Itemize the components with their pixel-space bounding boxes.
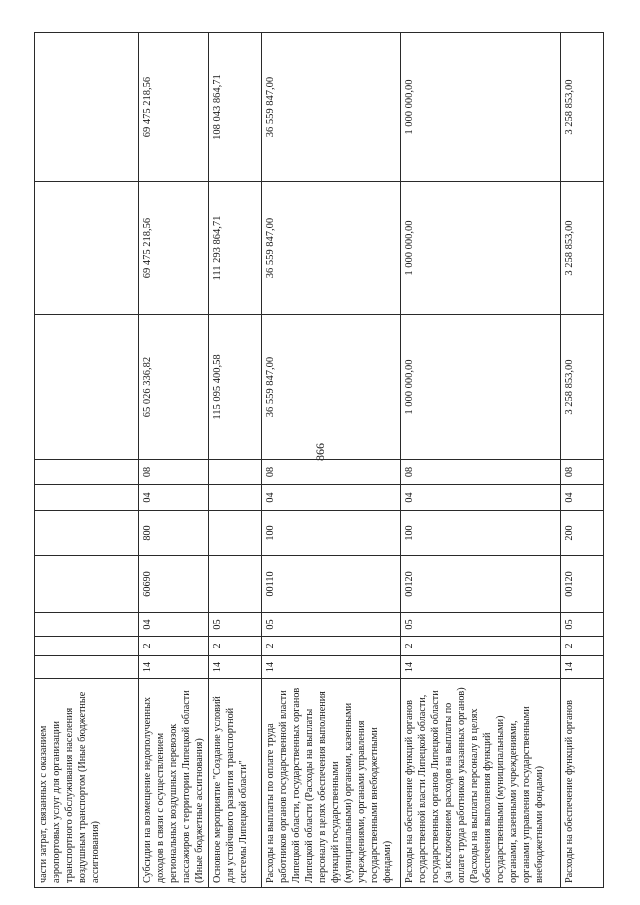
code-cell: 60690 [139, 556, 209, 613]
code-cell: 2 [262, 637, 401, 656]
row-description: Основное мероприятие "Создание условий для устойчивого развития транспортной системы Липецкой области" [209, 679, 262, 888]
amount-cell: 36 559 847,00 [262, 182, 401, 315]
row-description: части затрат, связанных с оказанием аэропортовых услуг для организации транспортного обслуживания населения воздушным транспортом (Иные бюджетные ассигнования) [35, 679, 139, 888]
code-cell: 2 [209, 637, 262, 656]
code-cell [209, 511, 262, 556]
code-cell [209, 485, 262, 511]
amount-cell: 1 000 000,00 [401, 315, 561, 460]
code-cell: 00120 [401, 556, 561, 613]
code-cell [35, 656, 139, 679]
row-description: Расходы на обеспечение функций органов [561, 679, 604, 888]
code-cell: 100 [262, 511, 401, 556]
code-cell: 08 [561, 460, 604, 485]
row-description: Субсидии на возмещение недополученных доходов в связи с осуществлением региональных воздушных перевозок пассажиров с территории Липецкой области (Иные бюджетные ассигнования) [139, 679, 209, 888]
code-cell: 14 [262, 656, 401, 679]
code-cell: 04 [139, 485, 209, 511]
amount-cell: 69 475 218,56 [139, 33, 209, 182]
code-cell: 00110 [262, 556, 401, 613]
amount-cell [35, 33, 139, 182]
table-row [561, 33, 604, 888]
code-cell: 08 [262, 460, 401, 485]
code-cell: 100 [401, 511, 561, 556]
amount-cell: 1 000 000,00 [401, 182, 561, 315]
amount-cell: 36 559 847,00 [262, 33, 401, 182]
table-row [139, 33, 209, 888]
amount-cell: 36 559 847,00 [262, 315, 401, 460]
code-cell: 05 [401, 613, 561, 637]
amount-cell: 1 000 000,00 [401, 33, 561, 182]
amount-cell: 65 026 336,82 [139, 315, 209, 460]
amount-cell [35, 182, 139, 315]
amount-cell: 111 293 864,71 [209, 182, 262, 315]
code-cell: 05 [262, 613, 401, 637]
code-cell: 800 [139, 511, 209, 556]
code-cell: 04 [262, 485, 401, 511]
code-cell [35, 485, 139, 511]
code-cell [35, 460, 139, 485]
amount-cell: 3 258 853,00 [561, 33, 604, 182]
code-cell [35, 613, 139, 637]
code-cell: 14 [209, 656, 262, 679]
code-cell [35, 637, 139, 656]
amount-cell: 108 043 864,71 [209, 33, 262, 182]
code-cell: 04 [561, 485, 604, 511]
table-row [262, 33, 401, 888]
amount-cell: 3 258 853,00 [561, 315, 604, 460]
code-cell: 05 [209, 613, 262, 637]
code-cell: 00120 [561, 556, 604, 613]
table-row [401, 33, 561, 888]
code-cell: 08 [139, 460, 209, 485]
code-cell: 14 [401, 656, 561, 679]
table-row [35, 33, 139, 888]
row-description: Расходы на обеспечение функций органов государственной власти Липецкой области, государственных органов Липецкой области (за исключением расходов на выплаты по оплате труда работников указанных органов) (Расходы на выплаты персоналу в целях обеспечения выполнения функций государственными (муниципальными) органами, казенными учреждениями, органами управления государственными внебюджетными фондами) [401, 679, 561, 888]
code-cell [209, 460, 262, 485]
budget-table-rotated [34, 33, 603, 888]
amount-cell: 3 258 853,00 [561, 182, 604, 315]
code-cell: 14 [561, 656, 604, 679]
code-cell: 05 [561, 613, 604, 637]
amount-cell: 69 475 218,56 [139, 182, 209, 315]
amount-cell: 115 095 400,58 [209, 315, 262, 460]
budget-table [34, 32, 604, 888]
code-cell: 2 [139, 637, 209, 656]
code-cell [209, 556, 262, 613]
amount-cell [35, 315, 139, 460]
code-cell: 200 [561, 511, 604, 556]
code-cell: 2 [401, 637, 561, 656]
code-cell: 08 [401, 460, 561, 485]
code-cell [35, 511, 139, 556]
table-row [209, 33, 262, 888]
code-cell: 04 [401, 485, 561, 511]
row-description: Расходы на выплаты по оплате труда работников органов государственной власти Липецкой области, государственных органов Липецкой области (Расходы на выплаты персоналу в целях обеспечения выполнения функций государственными (муниципальными) органами, казенными учреждениями, органами управления государственными внебюджетными фондами) [262, 679, 401, 888]
code-cell: 14 [139, 656, 209, 679]
code-cell [35, 556, 139, 613]
page-number: 866 [313, 443, 327, 461]
code-cell: 04 [139, 613, 209, 637]
code-cell: 2 [561, 637, 604, 656]
